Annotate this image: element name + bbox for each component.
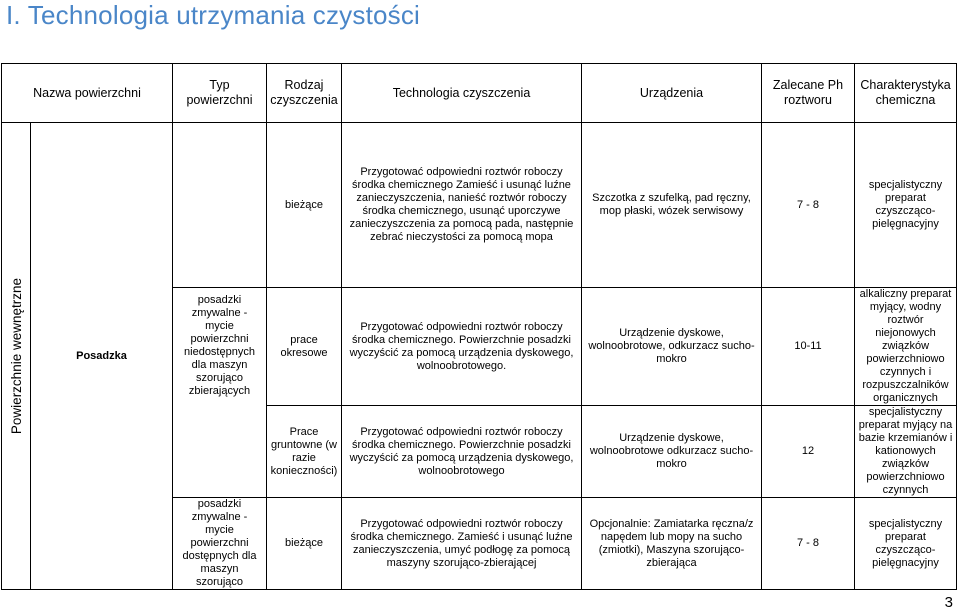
row3-rodzaj: Prace gruntowne (w razie konieczności) (267, 406, 342, 498)
header-chemia: Charakterystyka chemiczna (855, 64, 957, 123)
row4-rodzaj: bieżące (267, 498, 342, 590)
row4-typ: posadzki zmywalne - mycie powierzchni dostępnych dla maszyn szorująco (173, 498, 267, 590)
row1-chemia: specjalistyczny preparat czyszcząco-pielęgnacyjny (855, 123, 957, 288)
header-technologia: Technologia czyszczenia (342, 64, 582, 123)
row1-typ (173, 123, 267, 288)
row2-typ (173, 288, 267, 498)
row2-technologia: Przygotować odpowiedni roztwór roboczy środka chemicznego. Powierzchnie posadzki wyczyścić za pomocą urządzenia dyskowego, wolnoobrotowego. (342, 288, 582, 406)
row2-rodzaj: prace okresowe (267, 288, 342, 406)
header-nazwa: Nazwa powierzchni (2, 64, 173, 123)
row1-technologia: Przygotować odpowiedni roztwór roboczy środka chemicznego Zamieść i usunąć luźne zanieczyszczenia, nanieść roztwór roboczy środka chemicznego, usunąć uporczywe zanieczyszczenia za pomocą pada, następnie zebrać nieczystości za pomocą mopa (342, 123, 582, 288)
row1-ph: 7 - 8 (762, 123, 855, 288)
row2-chemia: alkaliczny preparat myjący, wodny roztwór niejonowych związków powierzchniowo czynnych i rozpuszczalników organicznych (855, 288, 957, 406)
page-number: 3 (944, 594, 953, 611)
row3-urzadzenia: Urządzenie dyskowe, wolnoobrotowe odkurzacz sucho-mokro (582, 406, 762, 498)
surface-name: Posadzka (31, 123, 173, 590)
row4-urzadzenia: Opcjonalnie: Zamiatarka ręczna/z napędem lub mopy na sucho (zmiotki), Maszyna szorująco- zbierająca (582, 498, 762, 590)
header-typ: Typ powierzchni (173, 64, 267, 123)
row2-urzadzenia: Urządzenie dyskowe, wolnoobrotowe, odkurzacz sucho-mokro (582, 288, 762, 406)
row1-urzadzenia: Szczotka z szufelką, pad ręczny, mop płaski, wózek serwisowy (582, 123, 762, 288)
row3-chemia: specjalistyczny preparat myjący na bazie krzemianów i kationowych związków powierzchniowo czynnych (855, 406, 957, 498)
row2-typ-text: posadzki zmywalne - mycie powierzchni niedostępnych dla maszyn szorująco zbierających (184, 294, 255, 397)
cleaning-technology-table (1, 63, 957, 590)
row1-rodzaj: bieżące (267, 123, 342, 288)
area-label: Powierzchnie wewnętrzne (8, 277, 24, 435)
row4-ph: 7 - 8 (762, 498, 855, 590)
header-urzadzenia: Urządzenia (582, 64, 762, 123)
row3-ph: 12 (762, 406, 855, 498)
row4-technologia: Przygotować odpowiedni roztwór roboczy środka chemicznego. Zamieść i usunąć luźne zanieczyszczenia, umyć podłogę za pomocą maszyny szorująco-zbierającej (342, 498, 582, 590)
row2-ph: 10-11 (762, 288, 855, 406)
row4-chemia: specjalistyczny preparat czyszcząco-pielęgnacyjny (855, 498, 957, 590)
page-title: I. Technologia utrzymania czystości (6, 0, 421, 30)
header-ph: Zalecane Ph roztworu (762, 64, 855, 123)
header-rodzaj: Rodzaj czyszczenia (267, 64, 342, 123)
area-label-cell (2, 123, 31, 590)
header-row (2, 64, 957, 123)
table-row (2, 123, 957, 288)
row3-technologia: Przygotować odpowiedni roztwór roboczy środka chemicznego. Powierzchnie posadzki wyczyścić za pomocą urządzenia dyskowego, wolnoobrotowego (342, 406, 582, 498)
